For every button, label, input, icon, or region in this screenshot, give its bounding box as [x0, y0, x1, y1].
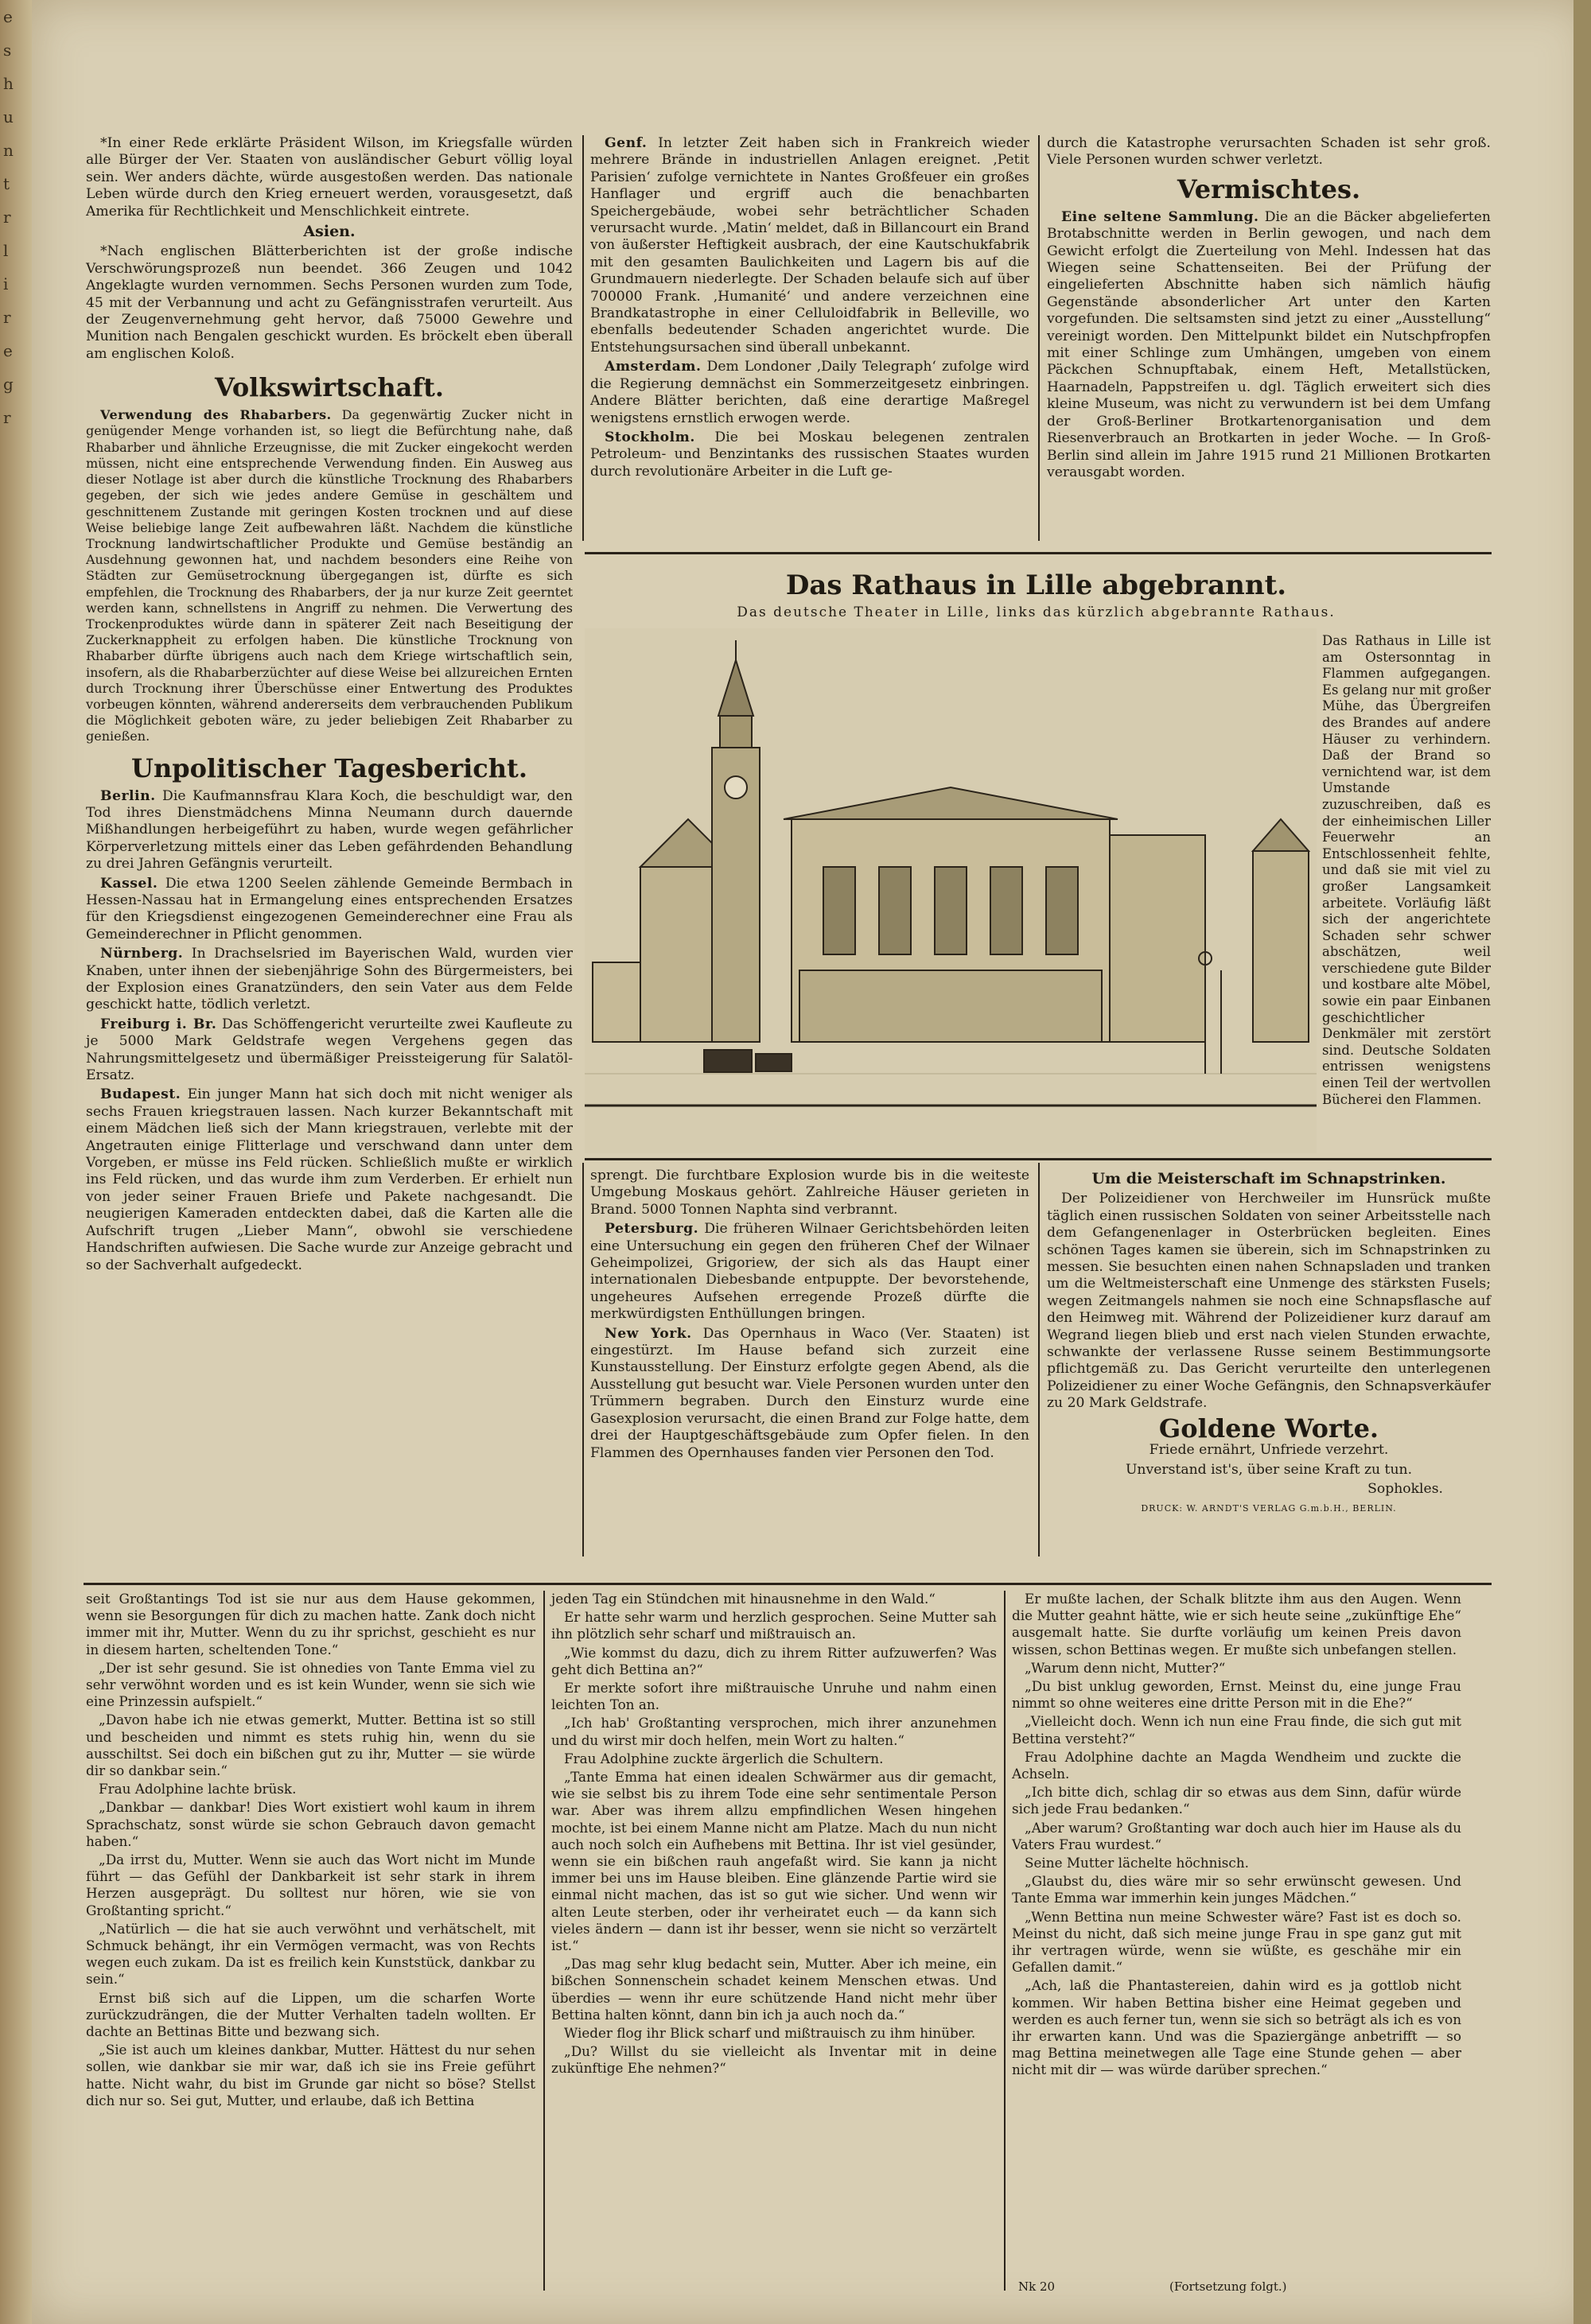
column-2-lower — [590, 1168, 1029, 1565]
berlin-lead: Berlin. — [100, 787, 156, 804]
amsterdam-paragraph — [590, 359, 1029, 427]
serial-column-3 — [1012, 1591, 1461, 2267]
binding-mark: r — [3, 408, 11, 427]
serial-paragraph: jeden Tag ein Stündchen mit hinausnehme in den Wald.“ — [551, 1591, 936, 1607]
page-binding-edge — [0, 0, 32, 2324]
goldene-worte-title: Goldene Worte. — [1158, 1413, 1379, 1444]
freiburg-paragraph — [86, 1016, 573, 1085]
binding-mark: g — [3, 375, 14, 394]
column-3-lower — [1047, 1168, 1491, 1573]
rhabarber-lead: Verwendung des Rhabarbers. — [100, 407, 332, 423]
column-2-upper — [590, 135, 1029, 541]
serial-paragraph: „Wenn Bettina nun meine Schwester wäre? Fast ist es doch so. Meinst du nicht, daß sich meine junge Frau in spe ganz gut mit ihr vertragen würde, wenn sie wüßte, es geschähe mir ein Gefallen damit.“ — [1012, 1908, 1461, 1976]
serial-paragraph: Seine Mutter lächelte höchnisch. — [1025, 1855, 1249, 1871]
sammlung-lead: Eine seltene Sammlung. — [1061, 208, 1259, 225]
binding-mark: n — [3, 141, 14, 160]
lille-townhall-illustration — [585, 628, 1317, 1153]
quote-1: Friede ernährt, Unfriede verzehrt. — [1149, 1442, 1389, 1459]
serial-paragraph: „Glaubst du, dies wäre mir so sehr erwünscht gewesen. Und Tante Emma war immerhin kein junges Mädchen.“ — [1012, 1873, 1461, 1906]
kassel-paragraph — [86, 876, 573, 944]
serial-paragraph: „Tante Emma hat einen idealen Schwärmer aus dir gemacht, wie sie selbst bis zu ihrem Tode eine sehr sentimentale Person war. Aber was ihrem allzu empfindlichen Wesen hingehen mochte, ist bei einem Manne nicht am Platze. Mach du nun nicht auch noch solch ein Aufhebens mit Bettina. Ihr ist viel gesünder, wenn sie ein bißchen rauh angefaßt wird. Sie kann ja nicht immer bei uns im Hause bleiben. Eine glänzende Partie wird sie einmal nicht machen, das ist so gut wie sicher. Und wenn wir alten Leute sterben, oder ihr verheiratet euch — da kann sich vieles ändern — dann ist ihr besser, wenn sie nicht so verzärtelt ist.“ — [551, 1769, 997, 1954]
berlin-body: Die Kaufmannsfrau Klara Koch, die beschuldigt war, den Tod ihres Dienstmädchens Minna Neumann durch dauernde Mißhandlungen herbeigeführt zu haben, wurde wegen gefährlicher Körperverletzung mittels einer das Leben gefährdenden Behandlung zu drei Jahren Gefängnis verurteilt. — [86, 787, 573, 872]
serial-paragraph: „Du? Willst du sie vielleicht als Inventar mit in deine zukünftige Ehe nehmen?“ — [551, 2043, 997, 2077]
column-1 — [86, 135, 573, 1575]
nuernberg-lead: Nürnberg. — [100, 946, 184, 962]
rhabarber-paragraph — [86, 407, 573, 744]
serial-paragraph: „Du bist unklug geworden, Ernst. Meinst du, eine junge Frau nimmt so ohne weiteres eine dritte Person mit in die Ehe?“ — [1012, 1678, 1461, 1712]
serial-rule — [84, 1583, 1492, 1585]
serial-paragraph: Frau Adolphine dachte an Magda Wendheim und zuckte die Achseln. — [1012, 1748, 1461, 1782]
serial-paragraph: Frau Adolphine zuckte ärgerlich die Schultern. — [564, 1750, 884, 1766]
serial-paragraph: Ernst biß sich auf die Lippen, um die scharfen Worte zurückzudrängen, die der Mutter Verhalten tadeln wollten. Er dachte an Bettinas Bitte und bezwang sich. — [86, 1989, 535, 2040]
serial-column-1 — [86, 1591, 535, 2291]
genf-paragraph — [590, 135, 1029, 356]
feature-title: Das Rathaus in Lille abgebrannt. — [785, 569, 1287, 601]
section-rule — [585, 552, 1492, 554]
serial-paragraph: „Ich bitte dich, schlag dir so etwas aus dem Sinn, dafür würde sich jede Frau bedanken.“ — [1012, 1784, 1461, 1817]
binding-mark: h — [3, 74, 14, 93]
stockholm-lead: Stockholm. — [605, 429, 695, 445]
binding-mark: e — [3, 7, 13, 26]
column-rule — [582, 1163, 584, 1556]
moskau-paragraph: sprengt. Die furchtbare Explosion wurde bis in die weiteste Umgebung Moskaus gehört. Zahlreiche Häuser gerieten in Brand. 5000 Tonnen Naphta sind verbrannt. — [590, 1168, 1029, 1218]
column-3-upper — [1047, 135, 1491, 541]
asien-paragraph: *Nach englischen Blätterberichten ist der große indische Verschwörungsprozeß nun beendet. 366 Zeugen und 1042 Angeklagte wurden vernommen. Sechs Personen wurden zum Tode, 45 mit der Verbannung und acht zu Gefängnisstrafen verurteilt. Aus der Zeugenvernehmung geht hervor, daß 75000 Gewehre und Munition nach Bengalen geschickt wurden. Es bröckelt eben überall am englischen Koloß. — [86, 243, 573, 362]
nuernberg-body: In Drachselsried im Bayerischen Wald, wurden vier Knaben, unter ihnen der siebenjährige Sohn des Bürgermeisters, bei der Explosion eines Granatzünders, den sein Vater aus dem Felde geschickt hatte, tödlich verletzt. — [86, 946, 573, 1013]
serial-paragraph: „Aber warum? Großtanting war doch auch hier im Hause als du Vaters Frau wurdest.“ — [1012, 1819, 1461, 1852]
column-rule — [1038, 135, 1040, 541]
katastrophe-paragraph: durch die Katastrophe verursachten Schaden ist sehr groß. Viele Personen wurden schwer verletzt. — [1047, 135, 1491, 169]
serial-paragraph: Frau Adolphine lachte brüsk. — [99, 1781, 297, 1797]
printer-imprint: DRUCK: W. ARNDT'S VERLAG G.m.b.H., BERLIN. — [1141, 1503, 1397, 1514]
wilson-paragraph: *In einer Rede erklärte Präsident Wilson, im Kriegsfalle würden alle Bürger der Ver. Staaten von ausländischer Geburt völlig loyal sein. Wer anders dächte, würde ausgestoßen werden. Das nationale Leben würde durch den Krieg erneuert werden, vorausgesetzt, daß Amerika für Rechtlichkeit und Menschlichkeit eintrete. — [86, 135, 573, 220]
schnaps-heading: Um die Meisterschaft im Schnapstrinken. — [1091, 1170, 1446, 1187]
newyork-body: Das Opernhaus in Waco (Ver. Staaten) ist eingestürzt. Im Hause befand sich zurzeit eine Kunstausstellung. Der Einsturz erfolgte gegen Abend, als die Ausstellung gut besucht war. Viele Personen wurden unter den Trümmern begraben. Durch den Einsturz wurde eine Gasexplosion verursacht, die einen Brand zur Folge hatte, dem drei der Hauptgeschäftsgebäude zum Opfer fielen. In den Flammen des Opernhauses fanden vier Personen den Tod. — [590, 1325, 1029, 1461]
serial-paragraph: „Dankbar — dankbar! Dies Wort existiert wohl kaum in ihrem Sprachschatz, sonst würde sie schon Gebrauch davon gemacht haben.“ — [86, 1799, 535, 1849]
serial-paragraph: seit Großtantings Tod ist sie nur aus dem Hause gekommen, wenn sie Besorgungen für dich zu machen hatte. Zank doch nicht immer mit ihr, Mutter. Wenn du zu ihr sprichst, geschieht es nur in diesem harten, scheltenden Tone.“ — [86, 1591, 535, 1658]
freiburg-lead: Freiburg i. Br. — [100, 1016, 217, 1032]
binding-mark: r — [3, 208, 11, 227]
binding-mark: s — [3, 41, 12, 60]
serial-paragraph: „Ich hab' Großtanting versprochen, mich ihrer anzunehmen und du wirst mir doch helfen, mein Wort zu halten.“ — [551, 1715, 997, 1748]
vermischtes-title: Vermischtes. — [1177, 173, 1361, 204]
budapest-body: Ein junger Mann hat sich doch mit nicht weniger als sechs Frauen kriegstrauen lassen. Nach kurzer Bekanntschaft mit einem Mädchen ließ sich der Mann kriegstrauen, verlebte mit der Angetrauten einige Flitterlage und verschwand dann unter dem Vorgeben, er müsse ins Feld rücken. Schließlich mußte er wirklich ins Feld rücken, und das wurde ihm zum Verderben. Er erhielt nun von jeder seiner Frauen Briefe und Pakete nachgesandt. Die neugierigen Kameraden entdeckten dabei, daß die Karten alle die Aufschrift trugen „Lieber Mann“, obwohl sie verschiedene Handschriften aufwiesen. Die Sache wurde zur Anzeige gebracht und so der Sachverhalt aufgedeckt. — [86, 1086, 573, 1273]
serial-column-2 — [551, 1591, 997, 2291]
serial-paragraph: „Davon habe ich nie etwas gemerkt, Mutter. Bettina ist so still und bescheiden und nimmt es stets ruhig hin, wenn du sie ausschiltst. Sei doch ein bißchen gut zu ihr, Mutter — sie würde dir so dankbar sein.“ — [86, 1712, 535, 1779]
serial-paragraph: „Wie kommst du dazu, dich zu ihrem Ritter aufzuwerfen? Was geht dich Bettina an?“ — [551, 1644, 997, 1677]
kassel-body: Die etwa 1200 Seelen zählende Gemeinde Bermbach in Hessen-Nassau hat in Ermangelung eines entsprechenden Ersatzes für den Kriegsdienst eingezogenen Gemeinderechner eine Frau als Gemeinderechner in Pflicht genommen. — [86, 875, 573, 942]
sammlung-paragraph — [1047, 209, 1491, 482]
serial-paragraph: Er mußte lachen, der Schalk blitzte ihm aus den Augen. Wenn die Mutter geahnt hätte, wie er sich heute seine „zukünftige Ehe“ ausgemalt hatte. Sie durfte vorläufig um keinen Preis davon wissen, schon Bettinas wegen. Er mußte sich unbefangen stellen. — [1012, 1591, 1461, 1658]
serial-paragraph: „Vielleicht doch. Wenn ich nun eine Frau finde, die sich gut mit Bettina versteht?“ — [1012, 1713, 1461, 1747]
genf-body: In letzter Zeit haben sich in Frankreich wieder mehrere Brände in industriellen Anlagen ereignet. ‚Petit Parisien‘ zufolge vernichtete in Nantes Großfeuer ein großes Hanflager und ergriff auch die benachbarten Speichergebäude, wobei sehr beträchtlicher Schaden verursacht wurde. ‚Matin‘ meldet, daß in Billancourt ein Brand von äußerster Heftigkeit ausbrach, der eine Kautschukfabrik mit den gesamten Baulichkeiten und Lagern bis auf die Grundmauern niederlegte. Der Schaden belaufe sich auf über 700000 Frank. ‚Humanité‘ und andere verzeichnen eine Brandkatastrophe in einer Celluloidfabrik in Belleville, wo ebenfalls bedeutender Schaden angerichtet wurde. Die Entstehungsursachen sind überall unbekannt. — [590, 135, 1029, 356]
tagesbericht-title: Unpolitischer Tagesbericht. — [131, 752, 527, 783]
feature-caption: Das Rathaus in Lille ist am Ostersonntag in Flammen aufgegangen. Es gelang nur mit großer Mühe, das Übergreifen des Brandes auf andere Häuser zu verhindern. Daß der Brand so vernichtend war, ist dem Umstande zuzuschreiben, daß es der einheimischen Liller Feuerwehr an Entschlossenheit fehlte, und daß sie mit viel zu großer Langsamkeit arbeitete. Vorläufig läßt sich der angerichtete Schaden sehr schwer abschätzen, weil verschiedene gute Bilder und kostbare alte Möbel, sowie ein paar Einbanen geschichtlicher Denkmäler mit zerstört sind. Deutsche Soldaten entrissen wenigstens einen Teil der wertvollen Bücherei den Flammen. — [1322, 633, 1491, 1107]
rhabarber-body: Da gegenwärtig Zucker nicht in genügender Menge vorhanden ist, so liegt die Befürchtung nahe, daß Rhabarber und ähnliche Erzeugnisse, die mit Zucker eingekocht werden müssen, nicht eine entsprechende Verwendung finden. Ein Ausweg aus dieser Notlage ist aber durch die künstliche Trocknung des Rhabarbers gegeben, der sich wie jedes andere Gemüse in geschältem und geschnittenem Zustande mit geringen Kosten trocknen und auf diese Weise beliebige lange Zeit aufbewahren läßt. Nachdem die künstliche Trocknung landwirtschaftlicher Produkte und Gemüse beständig an Ausdehnung gewonnen hat, und nachdem besonders eine Reihe von Städten zur Gemüsetrocknung übergegangen ist, dürfte es sich empfehlen, die Trocknung des Rhabarbers, der ja nur kurze Zeit geerntet werden kann, schnellstens in Angriff zu nehmen. Die Verwertung des Trockenproduktes würde dann in späterer Zeit nach Beseitigung der Zuckerknappheit zu erfolgen haben. Die künstliche Trocknung von Rhabarber dürfte übrigens auch nach dem Kriege wirtschaftlich sein, insofern, als die Rhabarberzüchter auf diese Weise bei allzureichen Ernten durch Trocknung ihrer Überschüsse einer Entwertung des Produktes vorbeugen könnten, während andererseits dem verbrauchenden Publikum die Möglichkeit geboten wäre, zu jeder beliebigen Zeit Rhabarber zu genießen. — [86, 407, 574, 744]
amsterdam-lead: Amsterdam. — [605, 359, 702, 375]
serial-paragraph: Er hatte sehr warm und herzlich gesprochen. Seine Mutter sah ihn plötzlich sehr scharf und mißtrauisch an. — [551, 1609, 997, 1642]
page-right-edge — [1573, 0, 1591, 2324]
binding-mark: e — [3, 341, 13, 360]
quote-author: Sophokles. — [1367, 1480, 1443, 1497]
serial-paragraph: „Das mag sehr klug bedacht sein, Mutter. Aber ich meine, ein bißchen Sonnenschein schadet keinem Menschen etwas. Und überdies — wenn ihr eure schützende Hand nicht mehr über Bettina halten könnt, dann bin ich ja auch noch da.“ — [551, 1956, 997, 2023]
column-rule — [543, 1591, 545, 2291]
petersburg-body: Die früheren Wilnaer Gerichtsbehörden leiten eine Untersuchung ein gegen den früheren Chef der Wilnaer Geheimpolizei, Grigoriew, der sich als das Haupt einer internationalen Diebesbande entpuppte. Der bevorstehende, ungeheures Aufsehen erregende Prozeß dürfte die merkwürdigsten Enthüllungen bringen. — [590, 1221, 1029, 1323]
serial-paragraph: „Natürlich — die hat sie auch verwöhnt und verhätschelt, mit Schmuck behängt, ihr ein Vermögen vermacht, was von Rechts wegen euch zukam. Da ist es freilich kein Kunststück, dankbar zu sein.“ — [86, 1920, 535, 1988]
binding-mark: u — [3, 107, 14, 126]
quote-2: Unverstand ist's, über seine Kraft zu tun. — [1125, 1461, 1413, 1478]
binding-mark: t — [3, 174, 10, 193]
petersburg-lead: Petersburg. — [605, 1221, 699, 1238]
fortsetzung-note: (Fortsetzung folgt.) — [1169, 2279, 1287, 2294]
sammlung-body: Die an die Bäcker abgelieferten Brotabschnitte werden in Berlin gewogen, und nach dem Gewicht erfolgt die Zuerteilung von Mehl. Indessen hat das Wiegen seine Schattenseiten. Bei der Prüfung der eingelieferten Abschnitte haben sich nämlich häufig Gegenstände absonderlicher Art unter den Karten vorgefunden. Die seltsamsten sind jetzt zu einer „Ausstellung“ vereinigt worden. Den Mittelpunkt bildet ein Nutschpfropfen mit einer Schlinge zum Umhängen, umgeben von einem Päckchen Schnupftabak, einem Heft, Metallstücken, Haarnadeln, Pappstreifen u. dgl. Täglich erweitert sich dies kleine Museum, was nicht zu verwundern ist bei dem Umfang der Groß-Berliner Brotkartenorganisation und dem Riesenverbrauch an Brotkarten in jeder Woche. — In Groß-Berlin sind allein im Jahre 1915 rund 21 Millionen Brotkarten verausgabt worden. — [1047, 208, 1491, 480]
asien-heading: Asien. — [303, 223, 356, 241]
column-rule — [1038, 1163, 1040, 1556]
binding-mark: l — [3, 241, 9, 260]
newyork-paragraph — [590, 1326, 1029, 1462]
serial-paragraph: Er merkte sofort ihre mißtrauische Unruhe und nahm einen leichten Ton an. — [551, 1680, 997, 1713]
serial-paragraph: Wieder flog ihr Blick scharf und mißtrauisch zu ihm hinüber. — [564, 2025, 976, 2042]
petersburg-paragraph — [590, 1221, 1029, 1323]
serial-paragraph: „Der ist sehr gesund. Sie ist ohnedies von Tante Emma viel zu sehr verwöhnt worden und es ist kein Wunder, wenn sie sich wie eine Prinzessin aufspielt.“ — [86, 1659, 535, 1710]
serial-paragraph: „Ach, laß die Phantastereien, dahin wird es ja gottlob nicht kommen. Wir haben Bettina bisher eine Heimat gegeben und werden es auch ferner tun, wenn sie sich so beträgt als ich es von ihr erwarten kann. Und was die Spaziergänge anbetrifft — so mag Bettina meinetwegen alle Tage eine Stunde gehen — aber nicht mit dir — was würde darüber sprechen.“ — [1012, 1977, 1461, 2078]
nuernberg-paragraph — [86, 946, 573, 1014]
newyork-lead: New York. — [605, 1325, 692, 1342]
stockholm-body: Die bei Moskau belegenen zentralen Petroleum- und Benzintanks des russischen Staates wurden durch revolutionäre Arbeiter in die Luft ge- — [590, 429, 1029, 480]
serial-paragraph: „Da irrst du, Mutter. Wenn sie auch das Wort nicht im Munde führt — das Gefühl der Dankbarkeit ist sehr stark in ihrem Herzen ausgeprägt. Du solltest nur hören, wie sie von Großtanting spricht.“ — [86, 1852, 535, 1918]
kassel-lead: Kassel. — [100, 875, 158, 892]
berlin-paragraph — [86, 788, 573, 873]
feature-subtitle: Das deutsche Theater in Lille, links das kürzlich abgebrannte Rathaus. — [737, 604, 1336, 620]
serial-paragraph: „Warum denn nicht, Mutter?“ — [1025, 1659, 1226, 1676]
volkswirtschaft-title: Volkswirtschaft. — [214, 372, 445, 403]
genf-lead: Genf. — [605, 135, 648, 151]
amsterdam-body: Dem Londoner ‚Daily Telegraph‘ zufolge wird die Regierung demnächst ein Sommerzeitgesetz einbringen. Andere Blätter berichten, daß eine derartige Maßregel wenigstens ernstlich erwogen werde. — [590, 359, 1029, 426]
page-number: Nk 20 — [1018, 2279, 1056, 2294]
serial-paragraph: „Sie ist auch um kleines dankbar, Mutter. Hättest du nur sehen sollen, wie dankbar sie mir war, daß ich sie ins Freie geführt hatte. Nicht wahr, du bist im Grunde gar nicht so böse? Stellst dich nur so. Sei gut, Mutter, und erlaube, daß ich Bettina — [86, 2042, 535, 2108]
section-rule — [585, 1158, 1492, 1160]
freiburg-body: Das Schöffengericht verurteilte zwei Kaufleute zu je 5000 Mark Geldstrafe wegen Vergehens gegen das Nahrungsmittelgesetz und übermäßiger Preissteigerung für Salatöl-Ersatz. — [86, 1016, 573, 1084]
column-rule — [1004, 1591, 1006, 2291]
binding-mark: i — [3, 274, 9, 293]
binding-mark: r — [3, 308, 11, 327]
schnaps-paragraph: Der Polizeidiener von Herchweiler im Hunsrück mußte täglich einen russischen Soldaten von seiner Arbeitsstelle nach dem Gefangenenlager in Osterbrücken begleiten. Eines schönen Tages kamen sie überein, sich im Schnapstrinken zu messen. Sie besuchten einen nahen Schnapsladen und tranken um die Weltmeisterschaft eine Unmenge des stärksten Fusels; wegen Zeitmangels nahmen sie noch eine Schnapsflasche auf den Heimweg mit. Während der Polizeidiener kurz darauf am Wegrand liegen blieb und erst nach vielen Stunden erwachte, schwankte der verlassene Russe seinem Bestimmungsorte pflichtgemäß zu. Das Gericht verurteilte den unterlegenen Polizeidiener zu einer Woche Gefängnis, den Schnapsverkäufer zu 20 Mark Geldstrafe. — [1047, 1191, 1491, 1412]
column-rule — [582, 135, 584, 541]
stockholm-paragraph — [590, 429, 1029, 480]
budapest-lead: Budapest. — [100, 1086, 181, 1103]
budapest-paragraph — [86, 1086, 573, 1273]
